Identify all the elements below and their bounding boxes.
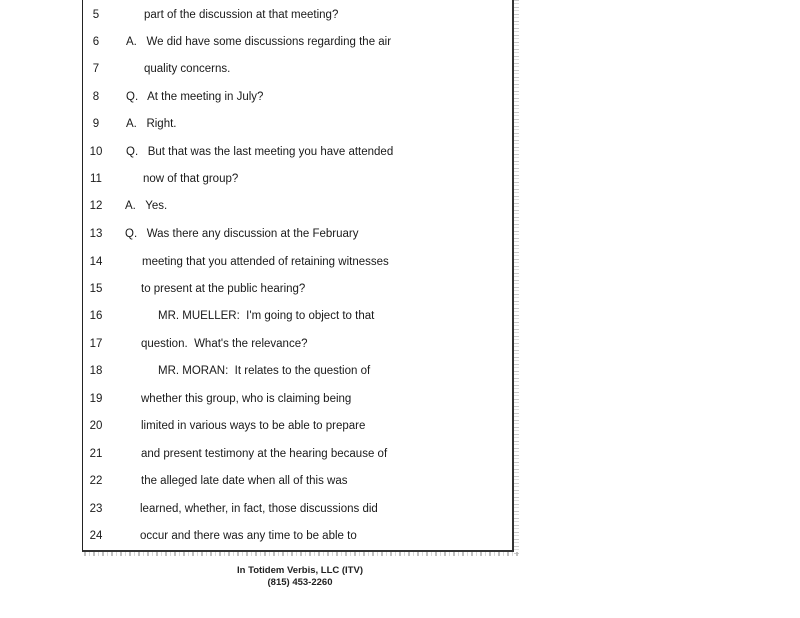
line-number: 23 xyxy=(89,503,103,515)
footer-phone: (815) 453-2260 xyxy=(267,577,333,588)
transcript-line-text: now of that group? xyxy=(143,173,239,185)
transcript-line-text: quality concerns. xyxy=(144,63,231,75)
transcript-line-text: limited in various ways to be able to prepare xyxy=(141,420,366,432)
transcript-line-text: whether this group, who is claiming being xyxy=(141,393,352,405)
line-number: 12 xyxy=(89,200,103,212)
line-number: 16 xyxy=(89,310,103,322)
line-number: 19 xyxy=(89,393,103,405)
transcript-line-text: the alleged late date when all of this was xyxy=(141,475,348,487)
transcript-line-text: A. Yes. xyxy=(125,200,168,212)
line-number: 14 xyxy=(89,256,103,268)
transcript-line-text: part of the discussion at that meeting? xyxy=(144,9,339,21)
line-number: 11 xyxy=(90,173,102,185)
scan-edge-right xyxy=(514,0,519,556)
line-number: 15 xyxy=(89,283,103,295)
transcript-line-text: meeting that you attended of retaining witnesses xyxy=(142,256,389,268)
line-number: 7 xyxy=(92,63,100,75)
transcript-line-text: A. Right. xyxy=(126,118,177,130)
line-number: 18 xyxy=(89,365,103,377)
transcript-line-text: A. We did have some discussions regarding the air xyxy=(126,36,392,48)
line-number: 5 xyxy=(92,9,100,21)
transcript-line-text: learned, whether, in fact, those discussions did xyxy=(140,503,378,515)
line-number: 13 xyxy=(89,228,103,240)
line-number: 24 xyxy=(89,530,103,542)
line-number: 10 xyxy=(89,146,103,158)
transcript-line-text: MR. MUELLER: I'm going to object to that xyxy=(158,310,375,322)
transcript-line-text: Q. Was there any discussion at the February xyxy=(125,228,359,240)
transcript-line-text: occur and there was any time to be able to xyxy=(140,530,357,542)
transcript-line-text: Q. At the meeting in July? xyxy=(126,91,264,103)
scan-edge-bottom xyxy=(84,552,518,556)
transcript-line-text: to present at the public hearing? xyxy=(141,283,306,295)
line-number: 6 xyxy=(92,36,100,48)
transcript-line-text: question. What's the relevance? xyxy=(141,338,308,350)
line-number: 20 xyxy=(89,420,103,432)
line-number: 8 xyxy=(92,91,100,103)
transcript-line-text: MR. MORAN: It relates to the question of xyxy=(158,365,371,377)
transcript-page xyxy=(82,0,514,552)
line-number: 21 xyxy=(89,448,103,460)
line-number: 22 xyxy=(89,475,103,487)
transcript-line-text: and present testimony at the hearing because of xyxy=(141,448,388,460)
line-number: 9 xyxy=(92,118,100,130)
footer-company: In Totidem Verbis, LLC (ITV) xyxy=(237,565,363,576)
transcript-line-text: Q. But that was the last meeting you have attended xyxy=(126,146,394,158)
line-number: 17 xyxy=(89,338,103,350)
